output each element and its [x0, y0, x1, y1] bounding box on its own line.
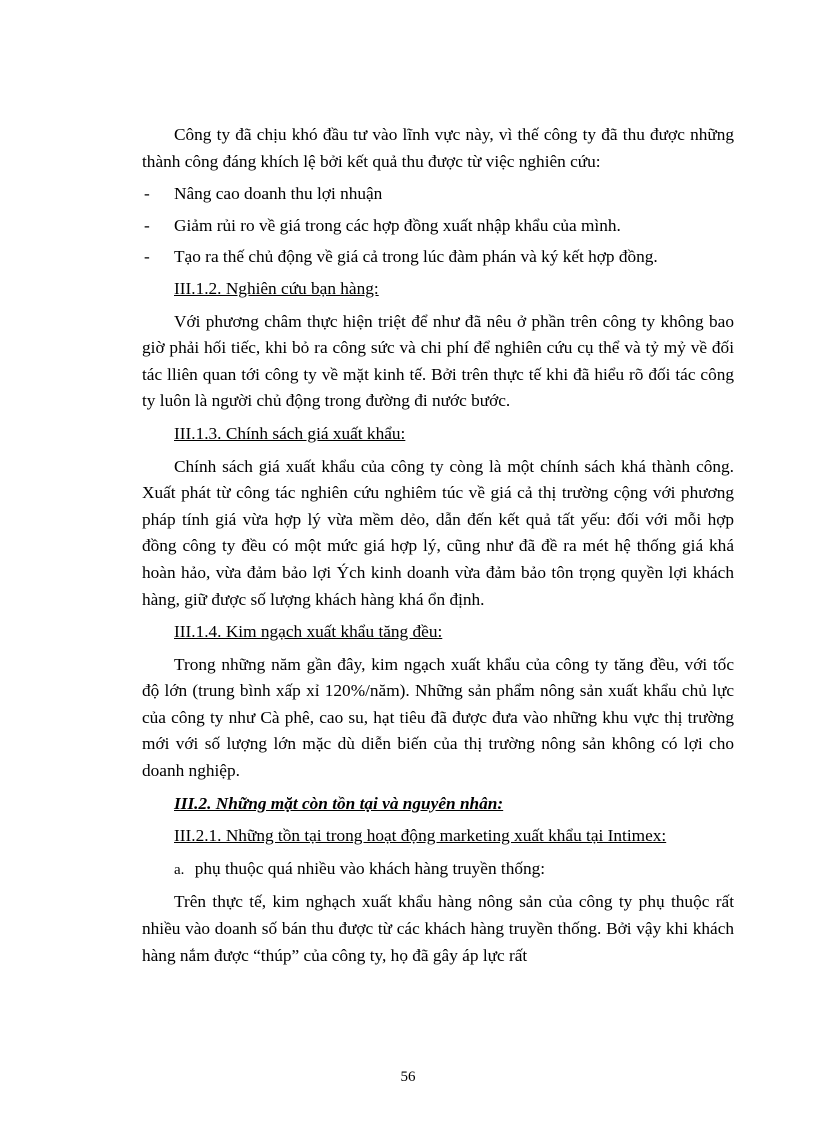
dash-marker: - [144, 215, 150, 235]
bullet-text: Nâng cao doanh thu lợi nhuận [174, 184, 383, 204]
section-paragraph-3-1-2: Với phương châm thực hiện triệt để như đã nêu ở phần trên công ty không bao giờ phải hối tiếc, khi bỏ ra công sức và chi phí để nghiên cứu cụ thể và tỷ mỷ về đối tác lliên quan tới công ty về mặt kinh tế. Bởi trên thực tế khi đã hiểu rõ đối tác công ty luôn là người chủ động trong đường đi nước bước. [142, 311, 734, 411]
bullet-text: Giảm rủi ro về giá trong các hợp đồng xuất nhập khẩu của mình. [174, 215, 621, 235]
subsection-letter: a. [174, 861, 185, 878]
page-number: 56 [400, 1069, 416, 1085]
page-body [142, 122, 734, 975]
bullet-item [142, 244, 734, 271]
bullet-item [142, 181, 734, 208]
section-heading-3-1-4: III.1.4. Kim ngạch xuất khẩu tăng đều: [174, 622, 443, 642]
bullet-item [142, 213, 734, 240]
section-heading-3-2: III.2. Những mặt còn tồn tại và nguyên nhân: [174, 793, 504, 813]
subsection-a-paragraph: Trên thực tế, kim nghạch xuất khẩu hàng nông sản của công ty phụ thuộc rất nhiều vào doanh số bán thu được từ các khách hàng truyền thống. Bởi vậy khi khách hàng nắm được “thúp” của công ty, họ đã gây áp lực rất [142, 892, 734, 965]
section-paragraph-3-1-3: Chính sách giá xuất khẩu của công ty còng là một chính sách khá thành công. Xuất phát từ công tác nghiên cứu nghiêm túc về giá cả thị trường cộng với phương pháp tính giá vừa hợp lý vừa mềm dẻo, dẫn đến kết quả tất yếu: đối với mỗi hợp đồng công ty đều có một mức giá hợp lý, cũng như đã đề ra mét hệ thống giá khá hoàn hảo, vừa đảm bảo lợi Ých kinh doanh vừa đảm bảo tôn trọng quyền lợi khách hàng, giữ được số lượng khách hàng khá ổn định. [142, 456, 734, 609]
section-paragraph-3-1-4: Trong những năm gần đây, kim ngạch xuất khẩu của công ty tăng đều, với tốc độ lớn (trung bình xấp xỉ 120%/năm). Những sản phẩm nông sản xuất khẩu chủ lực của công ty như Cà phê, cao su, hạt tiêu đã được đưa vào những khu vực thị trường mới với số lượng lớn mặc dù diễn biến của thị trường nông sản không có lợi cho doanh nghiệp. [142, 654, 734, 781]
dash-marker: - [144, 184, 150, 204]
bullet-text: Tạo ra thế chủ động về giá cả trong lúc đàm phán và ký kết hợp đồng. [174, 247, 658, 267]
section-heading-3-2-1: III.2.1. Những tồn tại trong hoạt động marketing xuất khẩu tại Intimex: [174, 826, 667, 846]
section-heading-3-1-3: III.1.3. Chính sách giá xuất khẩu: [174, 423, 406, 443]
dash-marker: - [144, 247, 150, 267]
section-heading-3-1-2: III.1.2. Nghiên cứu bạn hàng: [174, 278, 379, 298]
intro-paragraph: Công ty đã chịu khó đầu tư vào lĩnh vực này, vì thế công ty đã thu được những thành công đáng khích lệ bởi kết quả thu được từ việc nghiên cứu: [142, 125, 734, 171]
subsection-a [174, 856, 734, 884]
subsection-title: phụ thuộc quá nhiều vào khách hàng truyền thống: [194, 858, 546, 878]
